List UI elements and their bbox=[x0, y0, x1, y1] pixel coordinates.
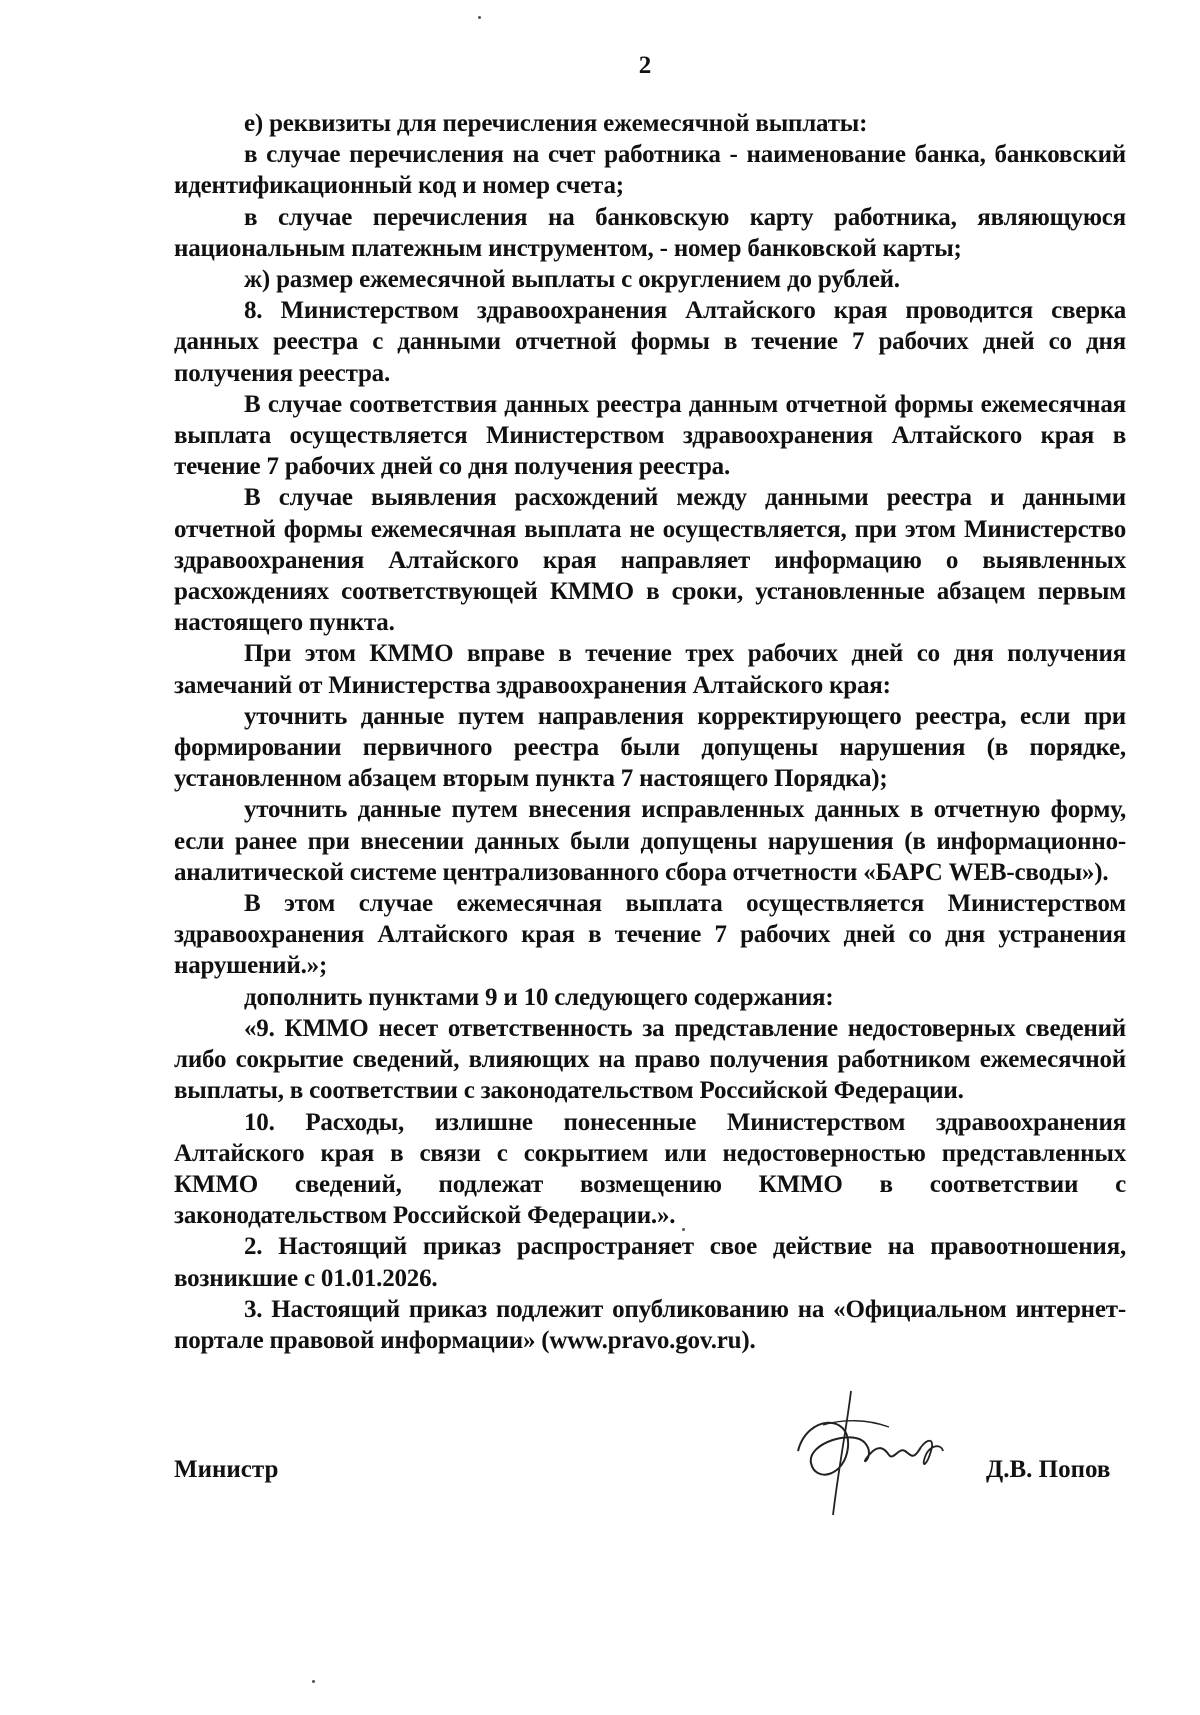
paragraph-account-transfer: в случае перечисления на счет работника - наименование банка, банковский идентификационный код и номер счета; bbox=[174, 141, 1126, 200]
scan-speck-top bbox=[478, 16, 481, 19]
paragraph-requisites-heading: е) реквизиты для перечисления ежемесячной выплаты: bbox=[244, 110, 868, 137]
page-number: 2 bbox=[638, 52, 652, 79]
paragraph-kmmo-right: При этом КММО вправе в течение трех рабочих дней со дня получения замечаний от Министерства здравоохранения Алтайского края: bbox=[174, 640, 1126, 699]
document-body bbox=[174, 108, 1126, 1356]
paragraph-publication: 3. Настоящий приказ подлежит опубликованию на «Официальном интернет-портале правовой информации» (www.pravo.gov.ru). bbox=[174, 1295, 1126, 1354]
paragraph-discrepancy-case: В случае выявления расхождений между данными реестра и данными отчетной формы ежемесячная выплата не осуществляется, при этом Министерство здравоохранения Алтайского края направляет информацию о выявленных расхождениях соответствующей КММО в сроки, установленные абзацем первым настоящего пункта. bbox=[174, 484, 1126, 637]
scan-speck-mid bbox=[682, 1228, 685, 1231]
paragraph-payment-size: ж) размер ежемесячной выплаты с округлением до рублей. bbox=[244, 266, 900, 294]
paragraph-item-10: 10. Расходы, излишне понесенные Министерством здравоохранения Алтайского края в связи с сокрытием или недостоверностью представленных КММО сведений, подлежат возмещению КММО в соответствии с законодательством Российской Федерации.». bbox=[174, 1108, 1126, 1230]
paragraph-add-items: дополнить пунктами 9 и 10 следующего содержания: bbox=[244, 983, 834, 1011]
paragraph-match-case: В случае соответствия данных реестра данным отчетной формы ежемесячная выплата осуществляется Министерством здравоохранения Алтайского края в течение 7 рабочих дней со дня получения реестра. bbox=[174, 390, 1126, 481]
signer-name: Д.В. Попов bbox=[986, 1456, 1111, 1483]
paragraph-item-8: 8. Министерством здравоохранения Алтайского края проводится сверка данных реестра с данными отчетной формы в течение 7 рабочих дней со дня получения реестра. bbox=[174, 297, 1126, 387]
paragraph-item-9: «9. КММО несет ответственность за представление недостоверных сведений либо сокрытие сведений, влияющих на право получения работником ежемесячной выплаты, в соответствии с законодательством Российской Федерации. bbox=[174, 1014, 1126, 1105]
paragraph-payment-after-fix: В этом случае ежемесячная выплата осуществляется Министерством здравоохранения Алтайского края в течение 7 рабочих дней со дня устранения нарушений.»; bbox=[174, 890, 1126, 980]
handwritten-signature bbox=[793, 1385, 963, 1525]
paragraph-order-effect: 2. Настоящий приказ распространяет свое действие на правоотношения, возникшие с 01.01.2026. bbox=[174, 1233, 1126, 1292]
paragraph-corrected-data: уточнить данные путем внесения исправленных данных в отчетную форму, если ранее при внесении данных были допущены нарушения (в информационно-аналитической системе централизованного сбора отчетности «БАРС WEB-своды»). bbox=[174, 796, 1126, 886]
paragraph-corrective-registry: уточнить данные путем направления корректирующего реестра, если при формировании первичного реестра были допущены нарушения (в порядке, установленном абзацем вторым пункта 7 настоящего Порядка); bbox=[174, 702, 1126, 793]
paragraph-card-transfer: в случае перечисления на банковскую карту работника, являющуюся национальным платежным инструментом, - номер банковской карты; bbox=[174, 203, 1126, 262]
scan-speck-bottom bbox=[312, 1680, 315, 1683]
signer-position: Министр bbox=[174, 1456, 279, 1483]
